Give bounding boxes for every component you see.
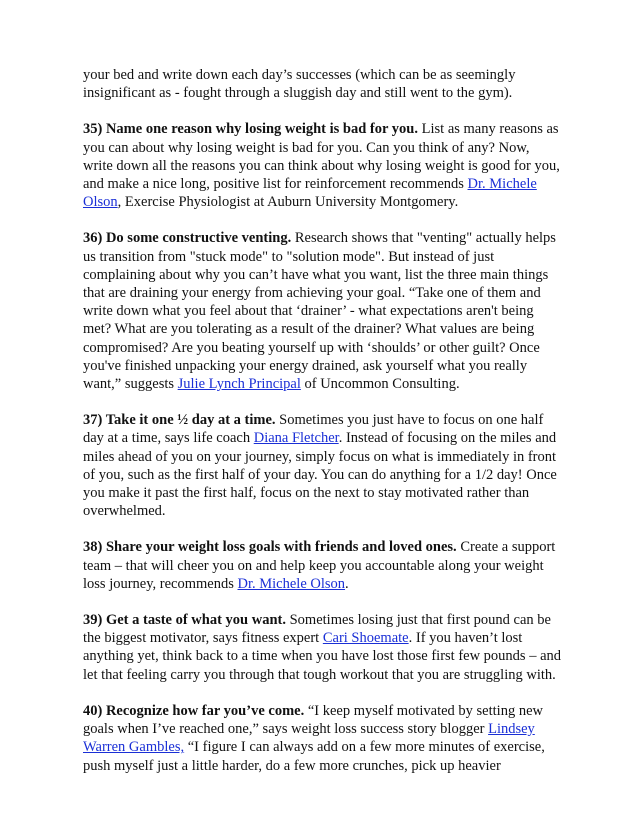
tip-39-text-end: . If you haven’t lost anything yet, think back to a time when you have lost those first few pounds – and let that feeling carry you through that tough workout that you are struggling with.: [83, 630, 562, 683]
tip-35-link[interactable]: Dr. Michele Olson: [83, 176, 537, 211]
tip-39-heading: 39) Get a taste of what you want.: [83, 612, 286, 629]
tip-40-link[interactable]: Lindsey Warren Gambles,: [83, 721, 535, 756]
tip-39-text: Sometimes losing just that first pound can be the biggest motivator, says fitness expert: [83, 612, 551, 647]
tip-35-text-end: , Exercise Physiologist at Auburn University Montgomery.: [117, 194, 459, 211]
tip-36-link[interactable]: Julie Lynch Principal: [177, 376, 301, 393]
tip-37-text: Sometimes you just have to focus on one half day at a time, says life coach: [83, 412, 544, 447]
tip-38-text: Create a support team – that will cheer you on and help keep you accountable along your weight loss journey, recommends: [83, 539, 556, 592]
tip-36-text: Research shows that "venting" actually helps us transition from "stuck mode" to "solution mode". But instead of just complaining about why you can’t have what you want, list the three main things that are draining your energy from achieving your goal. “Take one of them and write down what you feel about that ‘drainer’ - what expectations aren't being met? What are you tolerating as a result of the drainer? What values are being compromised? Are you beating yourself up with ‘shoulds’ or other guilt? Once you've finished unpacking your energy drained, ask yourself what you really want,” suggests: [83, 230, 556, 393]
tip-40-heading: 40) Recognize how far you’ve come.: [83, 702, 305, 719]
tip-37-text-end: . Instead of focusing on the miles and miles ahead of you on your journey, simply focus on what is immediately in front of you, such as the first half of your day. You can do anything for a 1/2 day! Once you make it past the first half, focus on the next to stay motivated rather than overwhelmed.: [83, 430, 557, 520]
tip-37-heading: 37) Take it one ½ day at a time.: [83, 412, 276, 429]
tip-39-paragraph: [83, 611, 561, 684]
intro-paragraph: your bed and write down each day’s successes (which can be as seemingly insignificant as - fought through a sluggish day and still went to the gym).: [83, 67, 516, 102]
tip-40-text-end: “I figure I can always add on a few more minutes of exercise, push myself just a little harder, do a few more crunches, pick up heavier: [83, 739, 545, 774]
tip-40-paragraph: [83, 702, 561, 775]
tip-35-text: List as many reasons as you can about why losing weight is bad for you. Can you think of any? Now, write down all the reasons you can think about why losing weight is good for you, and make a nice long, positive list for reinforcement recommends: [83, 121, 560, 193]
tip-38-text-end: .: [345, 575, 349, 592]
tip-36-paragraph: [83, 229, 561, 393]
tip-38-link[interactable]: Dr. Michele Olson: [237, 575, 346, 592]
tip-36-text-end: of Uncommon Consulting.: [300, 376, 460, 393]
tip-35-heading: 35) Name one reason why losing weight is bad for you.: [83, 121, 419, 138]
tip-39-link[interactable]: Cari Shoemate: [322, 630, 409, 647]
tip-40-text: “I keep myself motivated by setting new goals when I’ve reached one,” says weight loss success story blogger: [83, 702, 543, 738]
tip-38-paragraph: [83, 538, 561, 593]
tip-37-link[interactable]: Diana Fletcher: [253, 430, 339, 447]
tip-37-paragraph: [83, 411, 561, 520]
tip-38-heading: 38) Share your weight loss goals with friends and loved ones.: [83, 539, 457, 556]
tip-35-paragraph: [83, 120, 561, 211]
document-page: [83, 66, 561, 793]
tip-36-heading: 36) Do some constructive venting.: [83, 230, 292, 247]
